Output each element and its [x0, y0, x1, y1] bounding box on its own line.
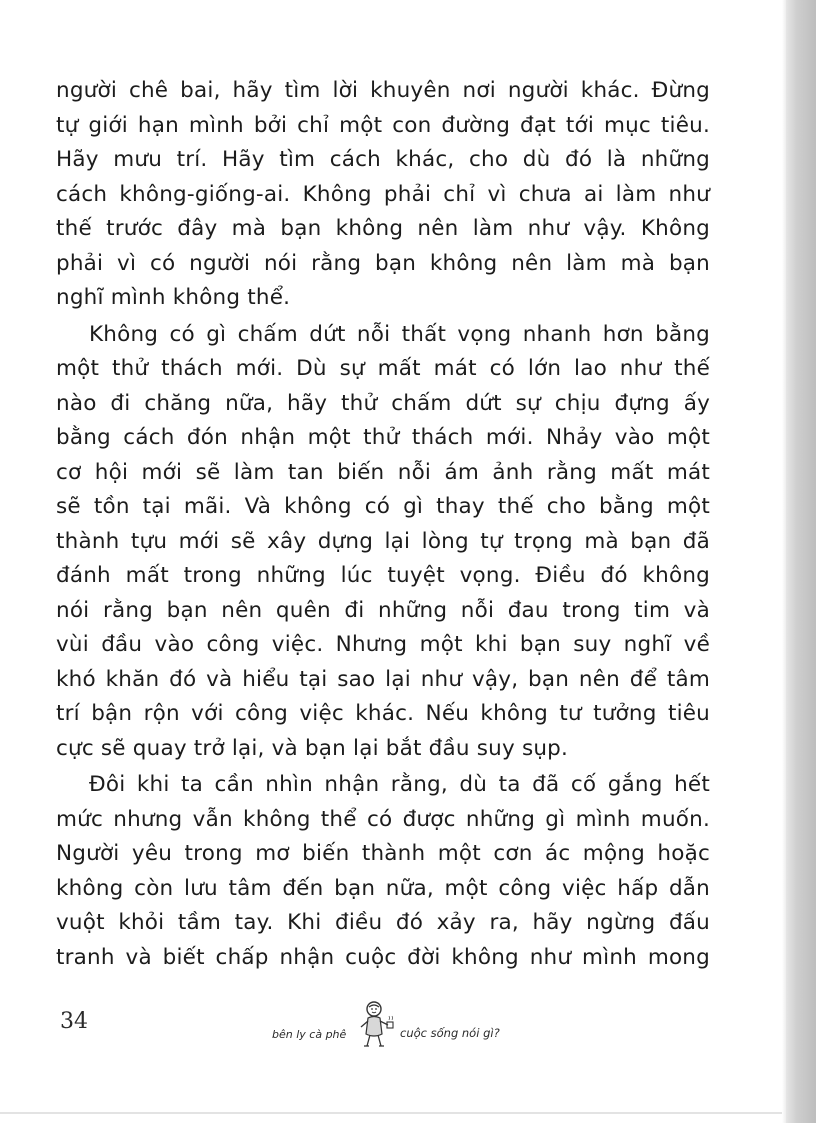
text-line: bằng cách đón nhận một thử thách mới. Nhảy vào một [56, 425, 710, 450]
text-line: nghĩ mình không thể. [56, 285, 291, 310]
text-line: một thử thách mới. Dù sự mất mát có lớn lao như thế [56, 356, 710, 381]
paragraph-1 [56, 74, 710, 316]
text-line: thế trước đây mà bạn không nên làm như vậy. Không [56, 216, 710, 241]
text-line: vuột khỏi tầm tay. Khi điều đó xảy ra, hãy ngừng đấu [56, 910, 710, 935]
body-text [56, 74, 710, 975]
text-line: cơ hội mới sẽ làm tan biến nỗi ám ảnh rằng mất mát [56, 459, 710, 485]
page-bottom-edge [0, 1112, 782, 1114]
text-line: vùi đầu vào công việc. Nhưng một khi bạn suy nghĩ về [56, 632, 710, 657]
text-line: Hãy mưu trí. Hãy tìm cách khác, cho dù đó là những [56, 147, 710, 172]
text-line: khó khăn đó và hiểu tại sao lại như vậy, bạn nên để tâm [56, 666, 710, 692]
text-line: trí bận rộn với công việc khác. Nếu không tư tưởng tiêu [56, 701, 710, 726]
text-line: nói rằng bạn nên quên đi những nỗi đau trong tim và [56, 597, 710, 623]
page-number: 34 [60, 1009, 88, 1034]
text-line: Không có gì chấm dứt nỗi thất vọng nhanh hơn bằng [89, 321, 710, 347]
text-line: không còn lưu tâm đến bạn nữa, một công việc hấp dẫn [56, 875, 710, 901]
text-line: thành tựu mới sẽ xây dựng lại lòng tự trọng mà bạn đã [56, 528, 710, 554]
text-line: Người yêu trong mơ biến thành một cơn ác mộng hoặc [56, 841, 710, 866]
paragraph-3 [56, 768, 710, 975]
text-line: tranh và biết chấp nhận cuộc đời không như mình mong [56, 944, 710, 970]
text-line: nào đi chăng nữa, hãy thử chấm dứt sự chịu đựng ấy [56, 390, 710, 416]
coffee-mascot-icon [352, 998, 402, 1050]
text-line: người chê bai, hãy tìm lời khuyên nơi người khác. Đừng [56, 78, 710, 103]
book-title-left: bên ly cà phê [272, 1028, 347, 1041]
running-footer [272, 998, 522, 1058]
book-title-right: cuộc sống nói gì? [400, 1026, 500, 1040]
paragraph-2 [56, 318, 710, 767]
text-line: mức nhưng vẫn không thể có được những gì mình muốn. [56, 806, 710, 832]
text-line: cách không-giống-ai. Không phải chỉ vì chưa ai làm như [56, 181, 710, 207]
text-line: sẽ tồn tại mãi. Và không có gì thay thế cho bằng một [56, 494, 710, 519]
text-line: Đôi khi ta cần nhìn nhận rằng, dù ta đã cố gắng hết [89, 772, 710, 797]
text-line: cực sẽ quay trở lại, và bạn lại bắt đầu suy sụp. [56, 735, 569, 761]
text-line: tự giới hạn mình bởi chỉ một con đường đạt tới mục tiêu. [56, 112, 710, 138]
page-edge-shadow [786, 0, 816, 1123]
text-line: phải vì có người nói rằng bạn không nên làm mà bạn [56, 250, 710, 276]
text-line: đánh mất trong những lúc tuyệt vọng. Điều đó không [56, 563, 710, 588]
